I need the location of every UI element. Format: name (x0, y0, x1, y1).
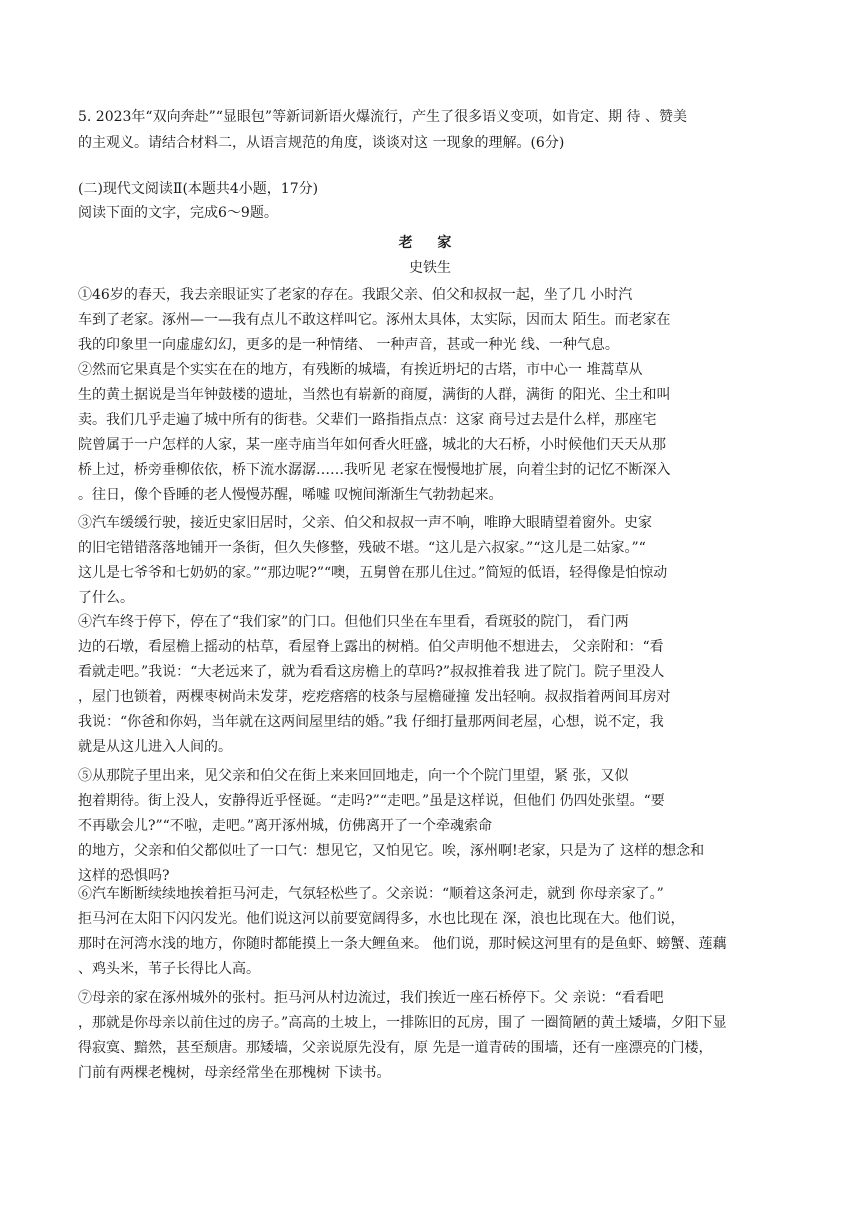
paragraph-7: ⑦母亲的家在涿州城外的张村。拒马河从村边流过，我们挨近一座石桥停下。父 亲说：“看看吧 ，那就是你母亲以前住过的房子。”高高的土坡上，一排陈旧的瓦房，围了 一圈简陋的黄土矮墙，夕阳下显 得寂寞、黯然，甚至颓唐。那矮墙，父亲说原先没有，原 先是一道青砖的围墙，还有一座漂亮的门楼， 门前有两棵老槐树，母亲经常坐在那槐树 下读书。 (78, 990, 727, 1081)
section-header: (二)现代文阅读Ⅱ(本题共4小题，17分) (78, 181, 319, 197)
paragraph-3: ③汽车缓缓行驶，接近史家旧居时，父亲、伯父和叔叔一声不响，唯睁大眼睛望着窗外。史家 的旧宅错错落落地铺开一条街，但久失修整，残破不堪。“这儿是六叔家。”“这儿是二姑家。”“ 这儿是七爷爷和七奶奶的家。”“那边呢?”“噢，五舅曾在那儿住过。”简短的低语，轻得像是怕惊动 了什么。 (78, 515, 668, 606)
article-author: 史铁生 (409, 260, 451, 276)
paragraph-6: ⑥汽车断断续续地挨着拒马河走，气氛轻松些了。父亲说：“顺着这条河走，就到 你母亲家了。” 拒马河在太阳下闪闪发光。他们说这河以前要宽阔得多，水也比现在 深，浪也比现在大。他们说， 那时在河湾水浅的地方，你随时都能摸上一条大鲤鱼来。 他们说，那时候这河里有的是鱼虾、螃蟹、莲藕 、鸡头米，苇子长得比人高。 (78, 886, 727, 977)
paragraph-1: ①46岁的春天，我去亲眼证实了老家的存在。我跟父亲、伯父和叔叔一起，坐了几 小时汽 车到了老家。涿州—一—我有点儿不敢这样叫它。涿州太具体，太实际，因而太 陌生。而老家在 我的印象里一向虚虚幻幻，更多的是一种情绪、 一种声音，甚或一种光 线、一种气息。 (78, 287, 671, 353)
article-title: 老 家 (398, 235, 462, 251)
paragraph-5: ⑤从那院子里出来，见父亲和伯父在街上来来回回地走，向一个个院门里望，紧 张，又似 抱着期待。街上没人，安静得近乎怪诞。“走吗?”“走吧。”虽是这样说，但他们 仍四处张望。“要 不再歇会儿?”“不啦，走吧。”离开涿州城，仿佛离开了一个牵魂索命 的地方，父亲和伯父都似吐了一口气：想见它，又怕见它。唉，涿州啊!老家，只是为了 这样的想念和 这样的恐惧吗? (78, 768, 705, 884)
paragraph-4: ④汽车终于停下，停在了“我们家”的门口。但他们只坐在车里看，看斑驳的院门， 看门两 边的石墩，看屋檐上摇动的枯草，看屋脊上露出的树梢。伯父声明他不想进去， 父亲附和：“看 看就走吧。”我说：“大老远来了，就为看看这房檐上的草吗?”叔叔推着我 进了院门。院子里没人 ，屋门也锁着，两棵枣树尚未发芽，疙疙瘩瘩的枝条与屋檐碰撞 发出轻响。叔叔指着两间耳房对 我说：“你爸和你妈，当年就在这两间屋里结的婚。”我 仔细打量那两间老屋，心想，说不定，我 就是从这儿进入人间的。 (78, 614, 671, 755)
paragraph-2: ②然而它果真是个实实在在的地方，有残断的城墙，有挨近坍圮的古塔，市中心一 堆蒿草从 生的黄土据说是当年钟鼓楼的遗址，当然也有崭新的商厦，满街的人群，满街 的阳光、尘土和叫 卖。我们几乎走遍了城中所有的街巷。父辈们一路指指点点：这家 商号过去是什么样，那座宅 院曾属于一户怎样的人家，某一座寺庙当年如何香火旺盛，城北的大石桥，小时候他们天天从那 桥上过，桥旁垂柳依依，桥下流水潺潺……我听见 老家在慢慢地扩展，向着尘封的记忆不断深入 。往日，像个昏睡的老人慢慢苏醒，唏嘘 叹惋间渐渐生气勃勃起来。 (78, 362, 671, 503)
question-5: 5. 2023年“双向奔赴”“显眼包”等新词新语火爆流行，产生了很多语义变项，如肯定、期 待 、赞美 的主观义。请结合材料二，从语言规范的角度，谈谈对这 一现象的理解。(6分) (78, 109, 687, 151)
section-instruction: 阅读下面的文字，完成6～9题。 (78, 205, 278, 221)
